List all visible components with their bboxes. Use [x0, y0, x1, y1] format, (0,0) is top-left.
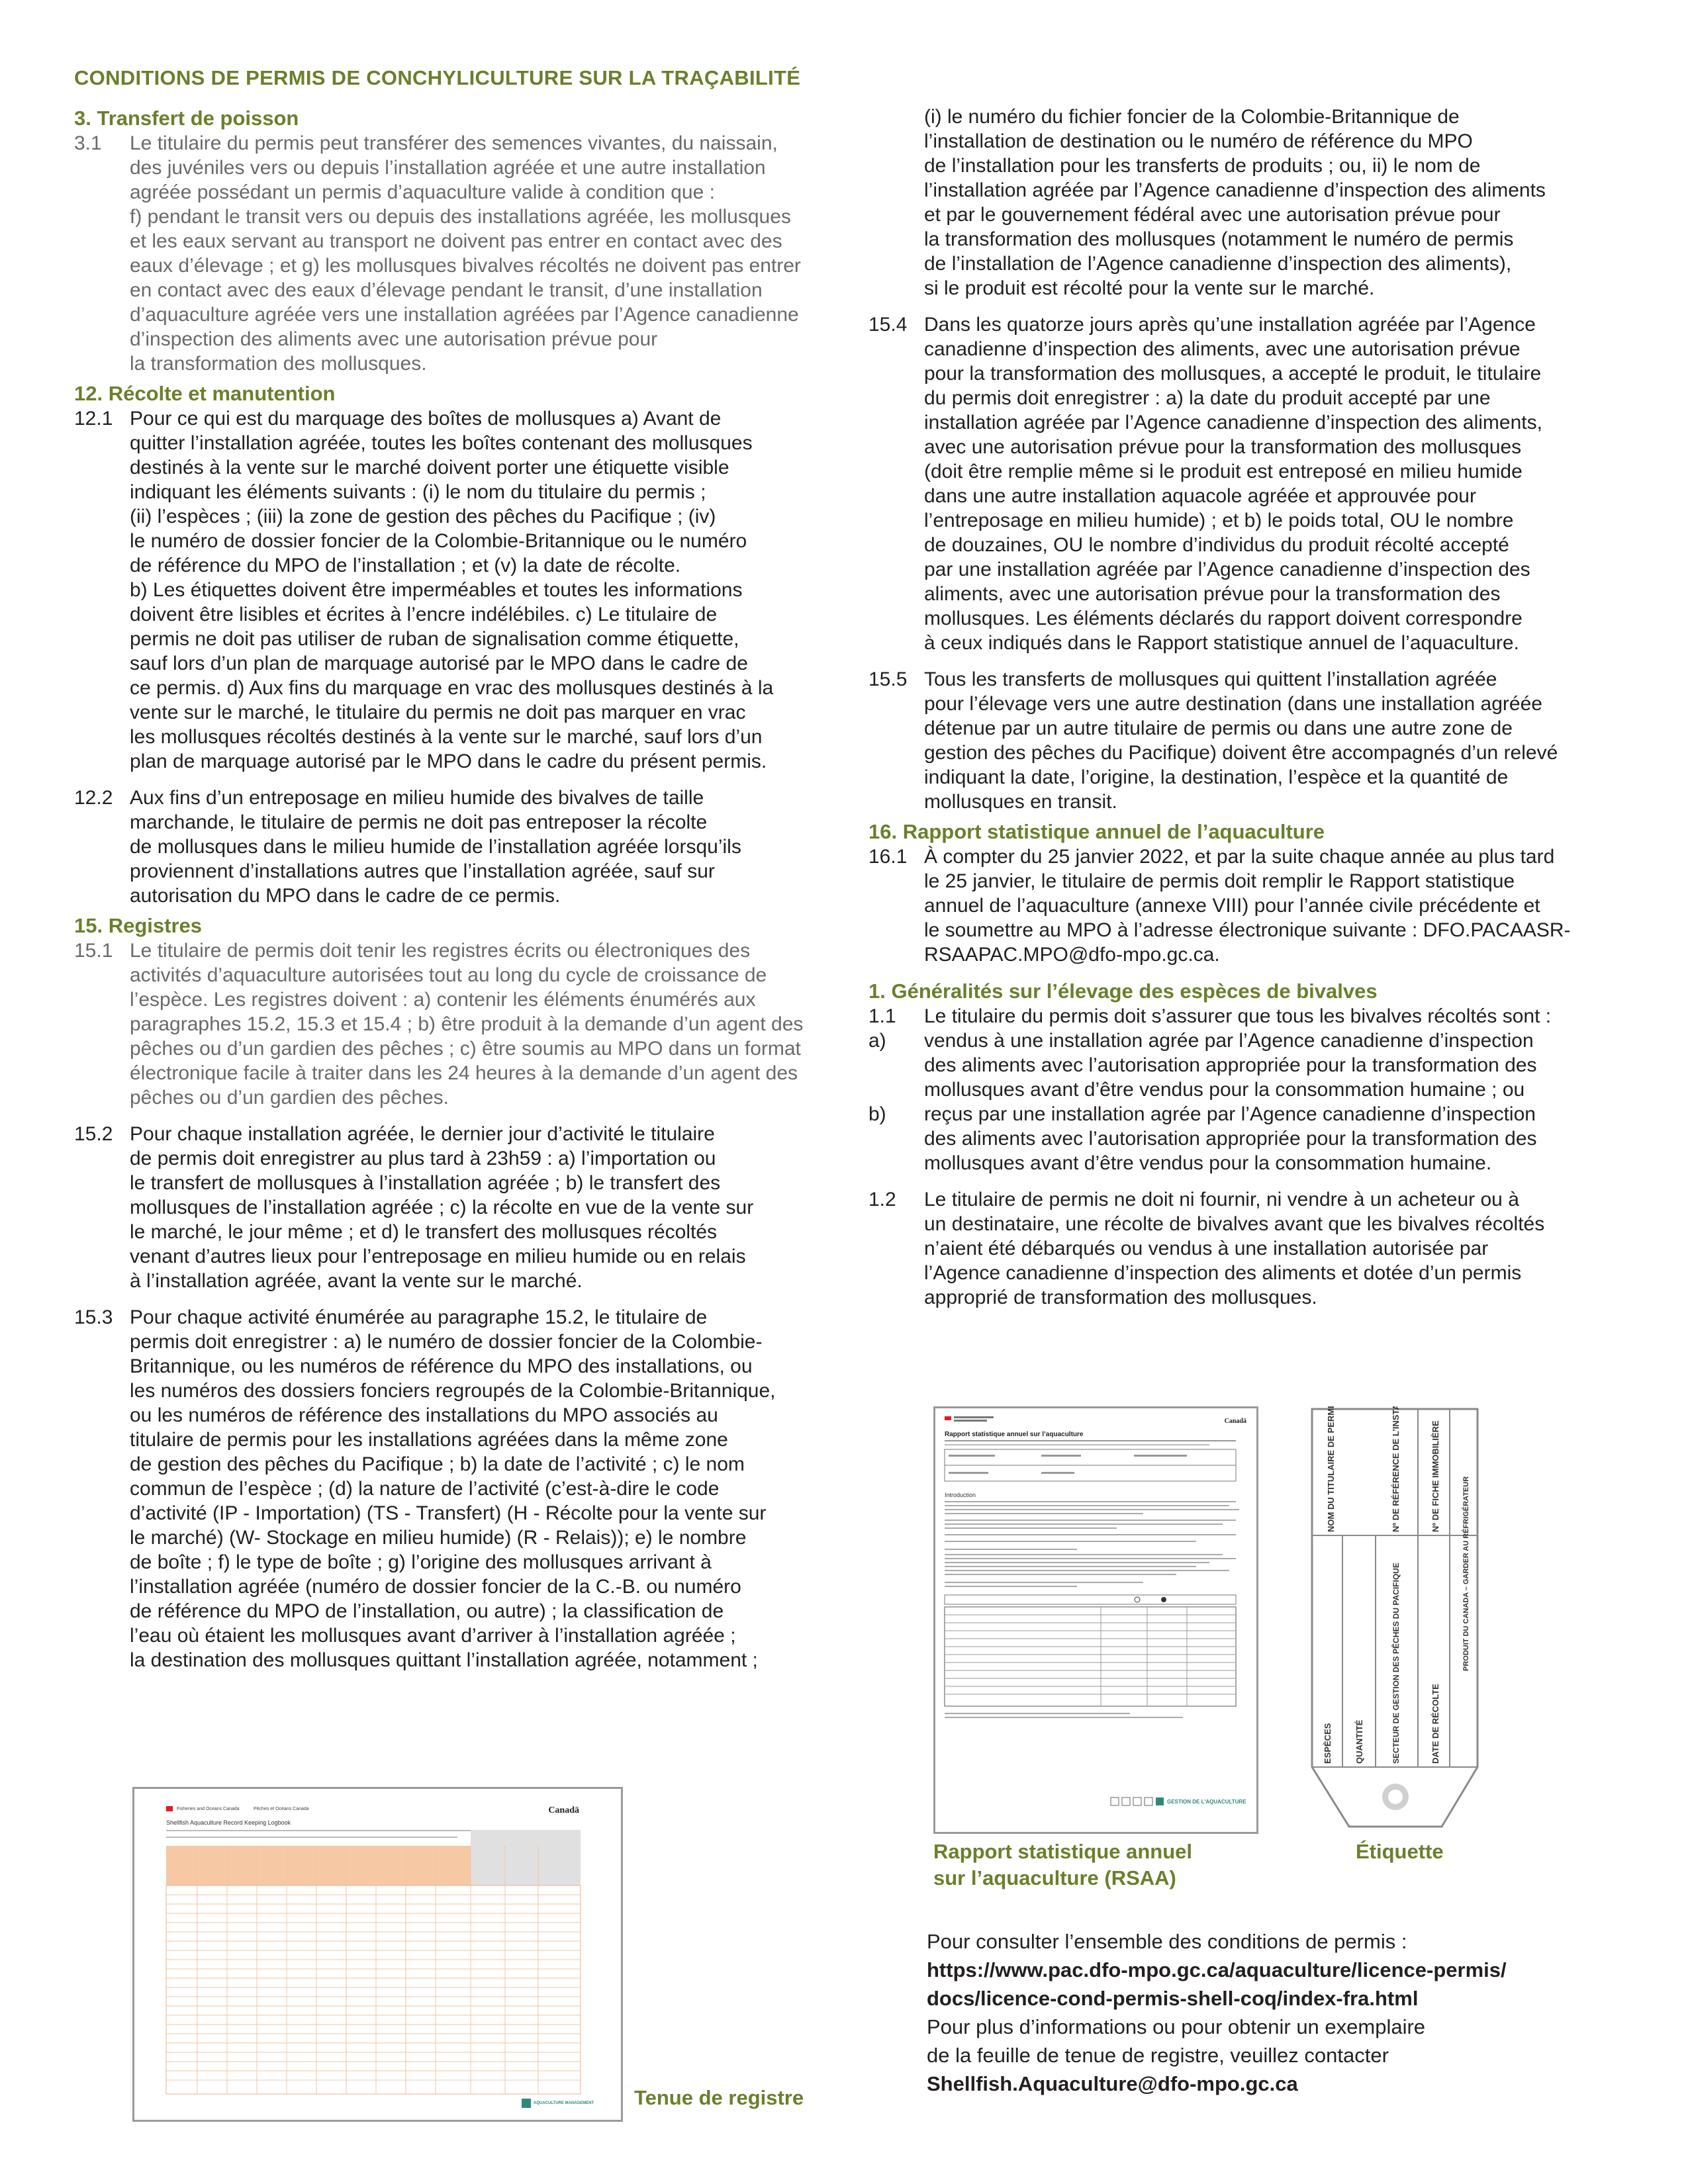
paragraph-number: 1.2 [868, 1189, 896, 1210]
logbook-image [132, 1787, 623, 2122]
rsaa-form-image [933, 1406, 1258, 1834]
section-heading-rapport: 16. Rapport statistique annuel de l’aquaculture [868, 820, 1325, 843]
paragraph-12-1 [74, 406, 822, 774]
tag-label-holder: NOM DU TITULAIRE DE PERMIS [1326, 1406, 1336, 1532]
footer-logo-icon [1133, 1797, 1141, 1805]
paragraph-number: 15.1 [74, 940, 113, 962]
paragraph-15-4 [868, 312, 1617, 655]
section-heading-recolte: 12. Récolte et manutention [74, 382, 336, 405]
paragraph-15-2 [74, 1122, 822, 1293]
tag-label-species: ESPÈCES [1323, 1723, 1333, 1764]
paragraph-number: 12.2 [74, 787, 113, 809]
tag-drawing [1309, 1406, 1481, 1830]
logbook-dept: Fisheries and Oceans Canada [177, 1807, 240, 1811]
page-title: CONDITIONS DE PERMIS DE CONCHYLICULTURE SUR LA TRAÇABILITÉ [74, 66, 801, 89]
paragraph-number: b) [868, 1103, 886, 1125]
paragraph-number: 15.4 [868, 314, 908, 336]
paragraph-text: Aux fins d’un entreposage en milieu humide des bivalves de taille marchande, le titulaire de permis ne doit pas entreposer la récolte de mollusques dans le milieu humide de l’installation agréée lorsqu’ils proviennent d’installations autres que l’installation agréée, sauf sur autorisation du MPO dans le cadre de ce permis. [130, 787, 741, 907]
paragraph-text: Le titulaire du permis doit s’assurer que tous les bivalves récoltés sont : [924, 1005, 1552, 1027]
tag-label-zone: SECTEUR DE GESTION DES PÊCHES DU PACIFIQUE [1391, 1563, 1401, 1764]
paragraph-number: 15.5 [868, 668, 908, 690]
licence-url-line-1[interactable]: https://www.pac.dfo-mpo.gc.ca/aquaculture/licence-permis/ [927, 1958, 1507, 1981]
logbook-caption: Tenue de registre [634, 2086, 804, 2109]
rsaa-form-drawing [935, 1408, 1256, 1832]
contact-block [927, 1927, 1668, 2098]
paragraph-text: Tous les transferts de mollusques qui quittent l’installation agréée pour l’élevage vers une autre destination (dans une installation agréée détenue par un autre titulaire de permis ou dans une autre zone de gestion des pêches du Pacifique) doivent être accompagnés d’un relevé indiquant la date, l’origine, la destination, l’espèce et la quantité de mollusques en transit. [924, 668, 1558, 813]
aquaculture-logo-icon [522, 2099, 531, 2108]
rsaa-logo-text: GESTION DE L'AQUACULTURE [1167, 1799, 1246, 1805]
paragraph-text: (i) le numéro du fichier foncier de la Colombie-Britannique de l’installation de destination ou le numéro de référence du MPO de l’installation pour les transferts de produits ; ou, ii) le nom de l’installation agréée par l’Agence canadienne d’inspection des aliments et par le gouvernement fédéral avec une autorisation prévue pour la transformation des mollusques (notamment le numéro de permis de l’installation de l’Agence canadienne d’inspection des aliments), si le produit est récolté pour la vente sur le marché. [924, 106, 1546, 299]
aquaculture-logo-icon [1156, 1797, 1164, 1805]
paragraph-1-2 [868, 1187, 1617, 1310]
paragraph-number: 1.1 [868, 1005, 896, 1027]
paragraph-1-1-b [868, 1102, 1617, 1175]
paragraph-number: 16.1 [868, 846, 908, 868]
paragraph-1-1-a [868, 1028, 1617, 1102]
rsaa-caption: Rapport statistique annuel sur l’aquaculture (RSAA) [933, 1840, 1192, 1889]
paragraph-number: 3.1 [74, 132, 102, 154]
paragraph-text: Le titulaire de permis ne doit ni fournir, ni vendre à un acheteur ou à un destinataire, une récolte de bivalves avant que les bivalves récoltés n’aient été débarqués ou vendus à une installation autorisée par l’Agence canadienne d’inspection des aliments et dotée d’un permis approprié de transformation des mollusques. [924, 1189, 1545, 1308]
footer-info-line-2: de la feuille de tenue de registre, veuillez contacter [927, 2044, 1389, 2067]
contact-email[interactable]: Shellfish.Aquaculture@dfo-mpo.gc.ca [927, 2072, 1298, 2095]
paragraph-15-5 [868, 667, 1617, 814]
paragraph-12-2 [74, 786, 822, 908]
footer-info-line-1: Pour plus d’informations ou pour obtenir un exemplaire [927, 2015, 1426, 2038]
paragraph-15-3-continued [868, 105, 1617, 300]
paragraph-text: Le titulaire du permis peut transférer des semences vivantes, du naissain, des juvéniles vers ou depuis l’installation agréée et une autre installation agréée possédant un permis d’aquaculture valide à condition que : f) pendant le transit vers ou depuis des installations agréée, les mollusques et les eaux servant au transport ne doivent pas entrer en contact avec des eaux d’élevage ; et g) les mollusques bivalves récoltés ne doivent pas entrer en contact avec des eaux d’élevage pendant le transit, d’une installation d’aquaculture agréée vers une installation agréées par l’Agence canadienne d’inspection des aliments avec une autorisation prévue pour la transformation des mollusques. [130, 132, 801, 375]
paragraph-text: Pour chaque installation agréée, le dernier jour d’activité le titulaire de permis doit enregistrer au plus tard à 23h59 : a) l’importation ou le transfert de mollusques à l’installation agréée ; b) le transfert des mollusques de l’installation agréée ; c) la récolte en vue de la vente sur le marché, le jour même ; et d) le transfert des mollusques récoltés venant d’autres lieux pour l’entreposage en milieu humide ou en relais à l’installation agréée, avant la vente sur le marché. [130, 1123, 754, 1292]
section-heading-registres: 15. Registres [74, 914, 202, 937]
logbook-canada-wordmark: Canadä [548, 1805, 579, 1815]
paragraph-text: reçus par une installation agrée par l’Agence canadienne d’inspection des aliments avec l’autorisation appropriée pour la transformation des mollusques avant d’être vendus pour la consommation humaine. [924, 1103, 1537, 1174]
canada-flag-icon [945, 1416, 951, 1420]
footer-logo-icon [1111, 1797, 1119, 1805]
logbook-logo-text: AQUACULTURE MANAGEMENT [534, 2101, 594, 2105]
canada-flag-icon [166, 1806, 173, 1811]
paragraph-number: 12.1 [74, 408, 113, 430]
left-column [74, 106, 822, 1672]
tag-label-date: DATE DE RÉCOLTE [1430, 1684, 1440, 1764]
paragraph-1-1 [868, 1004, 1617, 1028]
right-column [868, 105, 1617, 1310]
tag-caption: Étiquette [1356, 1840, 1444, 1863]
footer-intro: Pour consulter l’ensemble des conditions de permis : [927, 1930, 1407, 1953]
paragraph-3-1 [74, 131, 822, 376]
tag-label-quantity: QUANTITÉ [1354, 1719, 1364, 1764]
paragraph-number: 15.3 [74, 1306, 113, 1328]
paragraph-text: À compter du 25 janvier 2022, et par la suite chaque année au plus tard le 25 janvier, le titulaire de permis doit remplir le Rapport statistique annuel de l’aquaculture (annexe VIII) pour l’année civile précédente et le soumettre au MPO à l’adresse électronique suivante : DFO.PACAASR- RSAAPAC.MPO@dfo-mpo.gc.ca. [924, 846, 1571, 966]
footer-logo-icon [1145, 1797, 1152, 1805]
licence-url-line-2[interactable]: docs/licence-cond-permis-shell-coq/index-fra.html [927, 1987, 1419, 2010]
paragraph-text: Le titulaire de permis doit tenir les registres écrits ou électroniques des activités d’aquaculture autorisées tout au long du cycle de croissance de l’espèce. Les registres doivent : a) contenir les éléments énumérés aux paragraphes 15.2, 15.3 et 15.4 ; b) être produit à la demande d’un agent des pêches ou d’un gardien des pêches ; c) être soumis au MPO dans un format électronique facile à traiter dans les 24 heures à la demande d’un agent des pêches ou d’un gardien des pêches. [130, 940, 804, 1109]
tag-label-land-file: Nº DE FICHE IMMOBILIÈRE [1430, 1420, 1440, 1532]
paragraph-text: vendus à une installation agrée par l’Agence canadienne d’inspection des aliments avec l’autorisation appropriée pour la transformation des mollusques avant d’être vendus pour la consommation humaine ; ou [924, 1030, 1537, 1101]
tag-label-product: PRODUIT DU CANADA – GARDER AU RÉFRIGÉRATEUR [1462, 1476, 1470, 1671]
footer-logo-icon [1122, 1797, 1130, 1805]
paragraph-text: Dans les quatorze jours après qu’une installation agréée par l’Agence canadienne d’inspection des aliments, avec une autorisation prévue pour la transformation des mollusques, a accepté le produit, le titulaire du permis doit enregistrer : a) la date du produit accepté par une installation agréée par l’Agence canadienne d’inspection des aliments, avec une autorisation prévue pour la transformation des mollusques (doit être remplie même si le produit est entreposé en milieu humide dans une autre installation aquacole agréée et approuvée pour l’entreposage en milieu humide) ; et b) le poids total, OU le nombre de douzaines, OU le nombre d’individus du produit récolté accepté par une installation agréée par l’Agence canadienne d’inspection des aliments, avec une autorisation prévue pour la transformation des mollusques. Les éléments déclarés du rapport doivent correspondre à ceux indiqués dans le Rapport statistique annuel de l’aquaculture. [924, 314, 1542, 654]
section-heading-transfert: 3. Transfert de poisson [74, 107, 299, 130]
rsaa-intro-heading: Introduction [945, 1492, 976, 1498]
paragraph-text: Pour chaque activité énumérée au paragraphe 15.2, le titulaire de permis doit enregistrer : a) le numéro de dossier foncier de la Colombie- Britannique, ou les numéros de référence du MPO des installations, ou les numéros des dossiers fonciers regroupés de la Colombie-Britannique, ou les numéros de référence des installations du MPO associés au titulaire de permis pour les installations agréées dans la même zone de gestion des pêches du Pacifique ; b) la date de l’activité ; c) le nom commun de l’espèce ; (d) la nature de l’activité (c’est-à-dire le code d’activité (IP - Importation) (TS - Transfert) (H - Récolte pour la vente sur le marché) (W- Stockage en milieu humide) (R - Relais)); e) le nombre de boîte ; f) le type de boîte ; g) l’origine des mollusques arrivant à l’installation agréée (numéro de dossier foncier de la C.-B. ou numéro de référence du MPO de l’installation, ou autre) ; la classification de l’eau où étaient les mollusques avant d’arriver à l’installation agréée ; la destination des mollusques quittant l’installation agréée, notamment ; [130, 1306, 776, 1671]
paragraph-15-1 [74, 938, 822, 1110]
paragraph-number: 15.2 [74, 1123, 113, 1145]
rsaa-doc-title: Rapport statistique annuel sur l’aquaculture [945, 1431, 1084, 1438]
logbook-drawing [134, 1789, 621, 2120]
paragraph-text: Pour ce qui est du marquage des boîtes de mollusques a) Avant de quitter l’installation agréée, toutes les boîtes contenant des mollusques destinés à la vente sur le marché doivent porter une étiquette visible indiquant les éléments suivants : (i) le nom du titulaire du permis ; (ii) l’espèces ; (iii) la zone de gestion des pêches du Pacifique ; (iv) le numéro de dossier foncier de la Colombie-Britannique ou le numéro de référence du MPO de l’installation ; et (v) la date de récolte. b) Les étiquettes doivent être imperméables et toutes les informations doivent être lisibles et écrites à l’encre indélébiles. c) Le titulaire de permis ne doit pas utiliser de ruban de signalisation comme étiquette, sauf lors d’un plan de marquage autorisé par le MPO dans le cadre de ce permis. d) Aux fins du marquage en vrac des mollusques destinés à la vente sur le marché, le titulaire du permis ne doit pas marquer en vrac les mollusques récoltés destinés à la vente sur le marché, sauf lors d’un plan de marquage autorisé par le MPO dans le cadre du présent permis. [130, 408, 774, 772]
logbook-dept-fr: Pêches et Océans Canada [254, 1807, 309, 1811]
paragraph-16-1 [868, 844, 1617, 967]
paragraph-15-3 [74, 1305, 822, 1672]
logbook-title: Shellfish Aquaculture Record Keeping Logbook [166, 1819, 291, 1826]
tag-image [1309, 1406, 1481, 1830]
tag-label-reference: Nº DE RÉFÉRENCE DE L’INSTALLATION [1391, 1406, 1401, 1532]
section-heading-generalites: 1. Généralités sur l’élevage des espèces de bivalves [868, 979, 1378, 1003]
paragraph-number: a) [868, 1030, 886, 1052]
rsaa-canada-wordmark: Canadä [1224, 1418, 1246, 1425]
